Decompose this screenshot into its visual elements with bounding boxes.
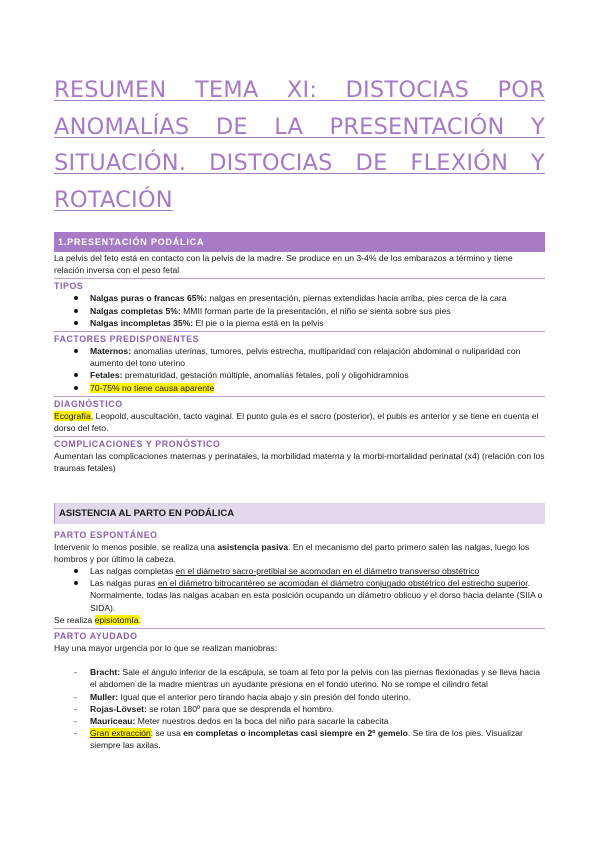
highlighted-text: episiotomía	[94, 614, 139, 625]
subheading-complicaciones: COMPLICACIONES Y PRONÓSTICO	[54, 436, 545, 450]
list-item	[90, 382, 545, 394]
list-item: - Muller: Igual que el anterior pero tirando hacia abajo y sin presión del fondo uterino.	[90, 691, 545, 703]
maniobras-list	[54, 666, 545, 751]
espontaneo-intro: Intervenir lo menos posible, se realiza una asistencia pasiva. En el mecanismo del parto primero salen las nalgas, luego los hombros y por último la cabeza.	[54, 541, 530, 564]
section-intro: La pelvis del feto está en contacto con la pelvis de la madre. Se produce en un 3-4% de los embarazos a término y tiene relación inversa con el peso fetal	[54, 253, 513, 276]
list-item: - Bracht: Sale el ángulo inferior de la escápula, se toam al feto por la pelvis con las piernas flexionadas y se lleva hacia el abdomen de la madre mientras un ayudante presiona en el fondo uterino. No se rompe el cilindro fetal	[90, 666, 545, 690]
espontaneo-list	[54, 565, 545, 614]
highlighted-text: 70-75% no tiene causa aparente	[90, 382, 215, 393]
highlighted-text: Gran extracción	[90, 728, 151, 739]
list-item: Nalgas incompletas 35%: El pie o la pierna está en la pelvis	[90, 317, 545, 329]
factores-list	[54, 345, 545, 394]
subheading-factores: FACTORES PREDISPONENTES	[54, 331, 545, 345]
list-item: Las nalgas completas en el diámetro sacro-pretibial se acomodan en el diámetro transverso obstétrico	[90, 565, 545, 577]
episiotomia-text: Se realiza episiotomía.	[54, 614, 141, 625]
document-title: RESUMEN TEMA XI: DISTOCIAS POR ANOMALÍAS DE LA PRESENTACIÓN Y SITUACIÓN. DISTOCIAS DE FLEXIÓN Y ROTACIÓN	[54, 77, 545, 213]
subheading-parto-ayudado: PARTO AYUDADO	[54, 628, 545, 642]
section-heading-asistencia: ASISTENCIA AL PARTO EN PODÁLICA	[54, 503, 545, 524]
section-heading-presentacion-podalica: 1.PRESENTACIÓN PODÁLICA	[54, 232, 545, 252]
list-item: Maternos: anomalias uterinas, tumores, pelvis estrecha, multiparidad con relajación abdominal o nuliparidad con aumento del tono uterino	[90, 345, 545, 369]
diagnostico-text: Ecografía, Leopold, auscultación, tacto vaginal. El punto guía es el sacro (posterior), el pubis es anterior y se tiene en cuenta el dorso del feto.	[54, 410, 539, 434]
subheading-tipos: TIPOS	[54, 278, 545, 292]
list-item: Las nalgas puras en el diámetro bitrocantéreo se acomodan el diámetro conjugado obstétrico del estrecho superior. Normalmente, todas las nalgas acaban en esta posición ocupando un diámetro oblicuo y el dorso hacia delante (SIIA o SIDA).	[90, 577, 545, 614]
list-item: Nalgas completas 5%: MMII forman parte de la presentación, el niño se sienta sobre sus pies	[90, 305, 545, 317]
complicaciones-text: Aumentan las complicaciones maternas y perinatales, la morbilidad materna y la morbi-mortalidad perinatal (x4) (relación con los traumas fetales)	[54, 451, 545, 474]
list-item: Nalgas puras o francas 65%: nalgas en presentación, piernas extendidas hacia arriba, pies cerca de la cara	[90, 292, 545, 304]
ayudado-intro: Hay una mayor urgencia por lo que se realizan maniobras:	[54, 643, 278, 654]
list-item: Fetales: prematuridad, gestación múltiple, anomalías fetales, poli y oligohidramnios	[90, 369, 545, 381]
subheading-parto-espontaneo: PARTO ESPONTÁNEO	[54, 529, 158, 540]
tipos-list	[54, 292, 545, 329]
highlighted-text: Ecografía	[54, 410, 91, 421]
subheading-diagnostico: DIAGNÓSTICO	[54, 396, 545, 410]
list-item: - Gran extracción: se usa en completas o incompletas casi siempre en 2º gemelo. Se tira de los pies. Visualizar siempre las axilas.	[90, 727, 545, 751]
list-item: - Rojas-Lövset: se rotan 180º para que se desprenda el hombro.	[90, 703, 545, 715]
list-item: - Mauriceau: Meter nuestros dedos en la boca del niño para sacarle la cabecita	[90, 715, 545, 727]
